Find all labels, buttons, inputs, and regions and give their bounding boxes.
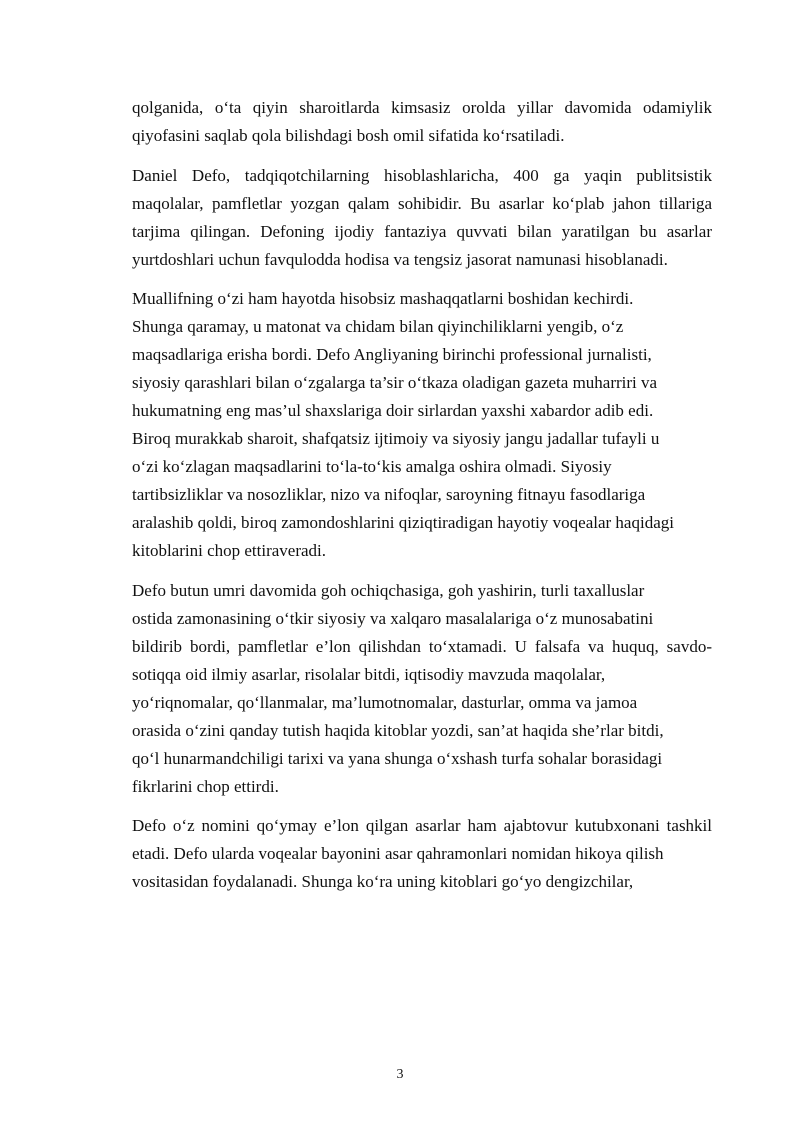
text-line: Daniel Defo, tadqiqotchilarning hisoblashlaricha, 400 ga yaqin publitsistik	[132, 165, 712, 185]
text-line: tartibsizliklar va nosozliklar, nizo va nifoqlar, saroyning fitnayu fasodlariga	[132, 485, 646, 504]
text-line: bildirib bordi, pamfletlar e’lon qilishdan to‘xtamadi. U falsafa va huquq, savdo-	[132, 636, 712, 656]
text-line: qiyofasini saqlab qola bilishdagi bosh omil sifatida ko‘rsatiladi.	[132, 126, 565, 145]
text-line: tarjima qilingan. Defoning ijodiy fantaziya quvvati bilan yaratilgan bu asarlar	[132, 221, 712, 241]
text-line: etadi. Defo ularda voqealar bayonini asar qahramonlari nomidan hikoya qilish	[132, 844, 664, 863]
text-line: Defo butun umri davomida goh ochiqchasiga, goh yashirin, turli taxalluslar	[132, 580, 645, 600]
document-body	[132, 94, 712, 908]
paragraph	[132, 577, 712, 801]
text-line: maqolalar, pamfletlar yozgan qalam sohibidir. Bu asarlar ko‘plab jahon tillariga	[132, 193, 712, 213]
text-line: hukumatning eng mas’ul shaxslariga doir sirlardan yaxshi xabardor adib edi.	[132, 401, 654, 420]
text-line: orasida o‘zini qanday tutish haqida kitoblar yozdi, san’at haqida she’rlar bitdi,	[132, 720, 664, 740]
text-line: siyosiy qarashlari bilan o‘zgalarga ta’sir o‘tkaza oladigan gazeta muharriri va	[132, 373, 658, 392]
text-line: qolganida, o‘ta qiyin sharoitlarda kimsasiz orolda yillar davomida odamiylik	[132, 98, 712, 117]
text-line: yurtdoshlari uchun favqulodda hodisa va tengsiz jasorat namunasi hisoblanadi.	[132, 249, 668, 269]
text-line: fikrlarini chop ettirdi.	[132, 776, 279, 796]
paragraph	[132, 162, 712, 274]
text-line: Muallifning o‘zi ham hayotda hisobsiz mashaqqatlarni boshidan kechirdi.	[132, 289, 634, 308]
text-line: ostida zamonasining o‘tkir siyosiy va xalqaro masalalariga o‘z munosabatini	[132, 608, 654, 628]
text-line: Biroq murakkab sharoit, shafqatsiz ijtimoiy va siyosiy jangu jadallar tufayli u	[132, 429, 660, 448]
text-line: aralashib qoldi, biroq zamondoshlarini qiziqtiradigan hayotiy voqealar haqidagi	[132, 513, 674, 532]
text-line: vositasidan foydalanadi. Shunga ko‘ra uning kitoblari go‘yo dengizchilar,	[132, 872, 634, 891]
paragraph	[132, 285, 712, 565]
text-line: qo‘l hunarmandchiligi tarixi va yana shunga o‘xshash turfa sohalar borasidagi	[132, 748, 663, 768]
text-line: o‘zi ko‘zlagan maqsadlarini to‘la-to‘kis amalga oshira olmadi. Siyosiy	[132, 457, 612, 476]
page-number: 3	[396, 1067, 404, 1082]
text-line: yo‘riqnomalar, qo‘llanmalar, ma’lumotnomalar, dasturlar, omma va jamoa	[132, 692, 638, 712]
paragraph	[132, 94, 712, 150]
text-line: Defo o‘z nomini qo‘ymay e’lon qilgan asarlar ham ajabtovur kutubxonani tashkil	[132, 816, 712, 835]
text-line: kitoblarini chop ettiraveradi.	[132, 541, 327, 560]
text-line: sotiqqa oid ilmiy asarlar, risolalar bitdi, iqtisodiy mavzuda maqolalar,	[132, 664, 606, 684]
text-line: Shunga qaramay, u matonat va chidam bilan qiyinchiliklarni yengib, o‘z	[132, 317, 624, 336]
text-line: maqsadlariga erisha bordi. Defo Angliyaning birinchi professional jurnalisti,	[132, 345, 652, 364]
paragraph	[132, 812, 712, 896]
